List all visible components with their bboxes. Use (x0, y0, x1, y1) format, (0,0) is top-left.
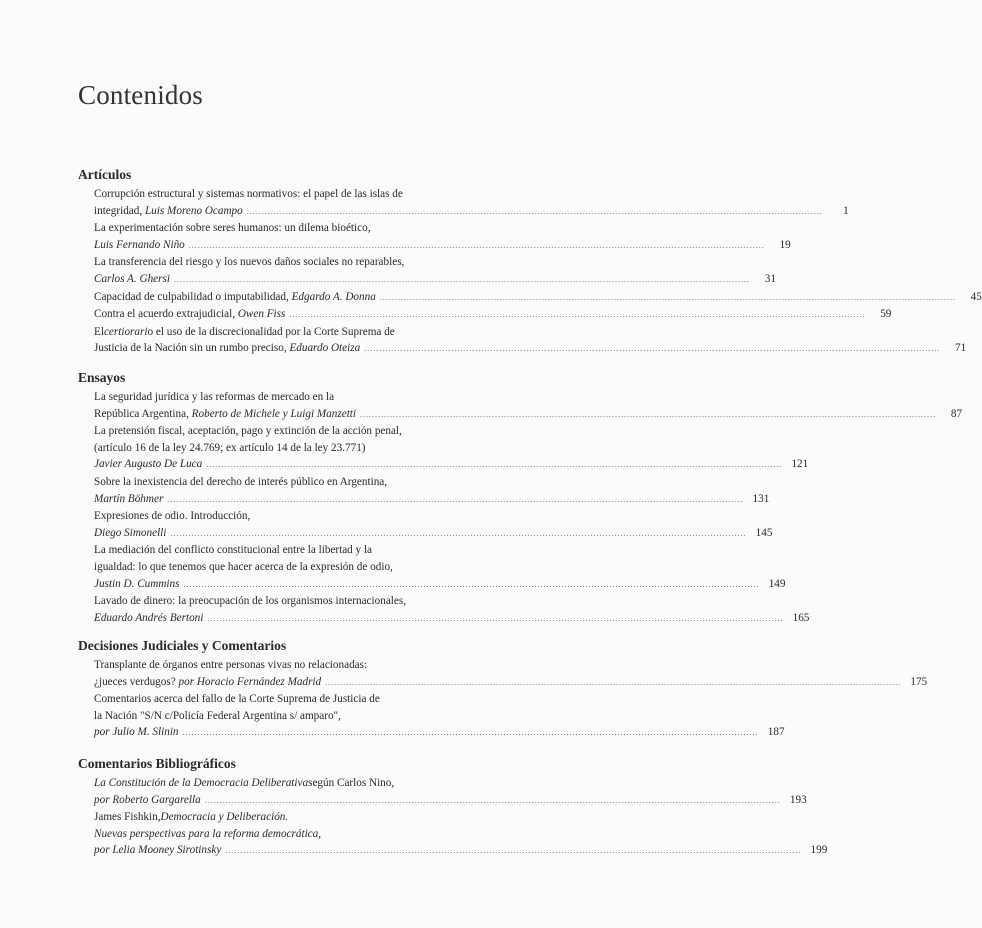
toc-entry-title-line (94, 657, 538, 674)
title-text: Transplante de órganos entre personas vivas no relacionadas: (94, 659, 368, 671)
title-text: La seguridad jurídica y las reformas de mercado en la (94, 391, 335, 403)
toc-entry-title-line (94, 389, 538, 406)
dot-leader (167, 492, 743, 509)
dot-leader (174, 272, 750, 289)
toc-entry-title-line (94, 542, 538, 559)
title-text: El (94, 325, 104, 338)
page-number: 165 (792, 611, 810, 624)
toc-entry[interactable] (94, 542, 786, 593)
toc-entry-title-line (94, 708, 538, 725)
toc-entry-last-line (94, 576, 786, 594)
title-text: igualdad: lo que tenemos que hacer acerca de la expresión de odio, (94, 560, 393, 573)
page-number: 149 (768, 577, 786, 590)
author-name: por Lelia Mooney Sirotinsky (94, 844, 222, 857)
author-name: Luis Fernando Niño (94, 238, 185, 251)
toc-entry-title-line (94, 474, 538, 491)
dot-leader (189, 238, 765, 255)
toc-entry[interactable] (94, 186, 849, 220)
toc-entry-title-line (94, 809, 538, 826)
toc-entry-last-line (94, 306, 892, 324)
title-text: ¿jueces verdugos? (94, 675, 179, 688)
dot-leader (170, 526, 746, 543)
toc-entry[interactable] (94, 809, 828, 860)
title-text: Sobre la inexistencia del derecho de interés público en Argentina, (94, 475, 388, 488)
toc-entry[interactable] (94, 389, 963, 423)
section-heading: Ensayos (78, 370, 126, 385)
page-number: 31 (764, 272, 776, 285)
toc-entry-last-line (94, 340, 967, 358)
section-articulos (78, 166, 982, 358)
toc-entry-last-line (94, 271, 776, 289)
toc-entry-title-line (94, 423, 538, 440)
toc-entry-title-line (94, 508, 538, 525)
italic-title-text: Nuevas perspectivas para la reforma democrática, (94, 827, 322, 840)
author-name: Javier Augusto De Luca (94, 458, 203, 471)
title-text: La mediación del conflicto constitucional entre la libertad y la (94, 544, 373, 557)
page-number: 45 (970, 290, 982, 303)
dot-leader (183, 577, 759, 594)
title-text: Corrupción estructural y sistemas normativos: el papel de las islas de (94, 188, 403, 200)
italic-title-text: La Constitución de la Democracia Deliberativa (94, 777, 309, 789)
toc-entry-last-line (94, 406, 963, 424)
author-name: Owen Fiss (237, 308, 286, 321)
page-number: 193 (789, 793, 807, 806)
title-text: o el uso de la discrecionalidad por la Corte Suprema de (147, 325, 395, 338)
section-comentarios-bibliograficos (78, 755, 828, 860)
italic-title-text: certiorari (103, 325, 148, 338)
page-number: 199 (810, 844, 828, 857)
title-text: según Carlos Nino, (308, 777, 395, 789)
dot-leader (205, 793, 781, 810)
toc-entry[interactable] (94, 289, 982, 307)
toc-entry[interactable] (94, 657, 928, 691)
dot-leader (225, 843, 801, 860)
toc-entry[interactable] (94, 423, 809, 474)
title-text: La pretensión fiscal, aceptación, pago y extinción de la acción penal, (94, 425, 402, 438)
toc-entry-last-line (94, 491, 770, 509)
title-text: La experimentación sobre seres humanos: un dilema bioético, (94, 222, 371, 235)
page-title: Contenidos (78, 80, 204, 110)
title-text: Capacidad de culpabilidad o imputabilidad, (94, 290, 292, 303)
toc-entry-last-line (94, 842, 828, 860)
author-name: Carlos A. Ghersi (94, 272, 170, 285)
toc-entry-last-line (94, 674, 928, 692)
section-ensayos (78, 369, 963, 627)
toc-entry[interactable] (94, 254, 776, 288)
dot-leader (207, 611, 783, 628)
dot-leader (206, 457, 782, 474)
title-text: integridad, (94, 204, 145, 217)
toc-entry-title-line (94, 775, 538, 792)
toc-entry-title-line (94, 254, 538, 271)
toc-entry[interactable] (94, 691, 785, 742)
toc-entry-title-line (94, 691, 538, 708)
section-heading: Artículos (78, 167, 132, 182)
title-text: República Argentina, (94, 407, 192, 420)
toc-entry-title-line (94, 440, 538, 457)
author-name: por Roberto Gargarella (94, 793, 201, 806)
toc-entry[interactable] (94, 508, 773, 542)
section-heading: Decisiones Judiciales y Comentarios (78, 638, 287, 653)
title-text: Comentarios acerca del fallo de la Corte Suprema de Justicia de (94, 693, 380, 706)
toc-entry[interactable] (94, 306, 892, 324)
author-name: Eduardo Andrés Bertoni (94, 611, 204, 624)
title-text: La transferencia del riesgo y los nuevos daños sociales no reparables, (94, 256, 405, 269)
page-number: 87 (950, 407, 963, 420)
toc-entry[interactable] (94, 220, 791, 254)
toc-entry-last-line (94, 289, 982, 307)
toc-entry-last-line (94, 610, 810, 628)
title-text: (artículo 16 de la ley 24.769; ex artículo 14 de la ley 23.771) (94, 441, 366, 454)
page-number: 19 (779, 238, 791, 251)
title-text: Lavado de dinero: la preocupación de los organismos internacionales, (94, 595, 407, 608)
page-number: 175 (910, 675, 928, 688)
author-name: Roberto de Michele y Luigi Manzetti (191, 407, 357, 420)
toc-entry[interactable] (94, 775, 807, 809)
dot-leader (364, 341, 940, 358)
toc-entry-last-line (94, 456, 809, 474)
title-text: Contra el acuerdo extrajudicial, (94, 308, 238, 321)
toc-entry-title-line (94, 186, 538, 203)
title-text: James Fishkin, (94, 811, 161, 824)
toc-entry-title-line (94, 324, 538, 341)
author-name: Diego Simonelli (94, 526, 167, 539)
toc-entry-last-line (94, 237, 791, 255)
toc-entry-title-line (94, 559, 538, 576)
dot-leader (247, 204, 823, 221)
section-decisiones (78, 637, 928, 742)
author-name: Luis Moreno Ocampo (144, 204, 243, 217)
author-name: Eduardo Oteiza (289, 342, 361, 355)
section-heading: Comentarios Bibliográficos (78, 756, 236, 771)
author-name: Edgardo A. Donna (291, 290, 376, 303)
author-name: Justin D. Cummins (94, 577, 180, 590)
page-number: 187 (767, 726, 785, 739)
dot-leader (360, 407, 936, 424)
toc-entry-title-line (94, 220, 538, 237)
author-name: por Julio M. Slinin (94, 726, 179, 739)
title-text: la Nación "S/N c/Policía Federal Argentina s/ amparo", (94, 709, 341, 722)
dot-leader (325, 675, 901, 692)
title-text: Justicia de la Nación sin un rumbo preciso, (94, 342, 290, 355)
toc-entry-last-line (94, 203, 849, 221)
toc-entry[interactable] (94, 324, 967, 358)
toc-entry-title-line (94, 593, 538, 610)
page-number: 131 (752, 492, 770, 505)
title-text: Expresiones de odio. Introducción, (94, 510, 251, 523)
toc-entry[interactable] (94, 593, 810, 627)
italic-title-text: Democracia y Deliberación. (160, 811, 289, 824)
dot-leader (183, 725, 759, 742)
page-number: 71 (955, 342, 967, 355)
dot-leader (289, 307, 865, 324)
author-name: por Horacio Fernández Madrid (178, 675, 322, 688)
page-number: 59 (880, 308, 892, 321)
page-number: 1 (843, 204, 849, 217)
page-number: 145 (755, 526, 773, 539)
toc-entry-title-line (94, 826, 538, 843)
page-number: 121 (791, 458, 809, 471)
dot-leader (380, 290, 956, 307)
toc-entry[interactable] (94, 474, 770, 508)
toc-entry-last-line (94, 724, 785, 742)
toc-entry-last-line (94, 525, 773, 543)
author-name: Martín Böhmer (94, 492, 164, 505)
toc-entry-last-line (94, 792, 807, 810)
